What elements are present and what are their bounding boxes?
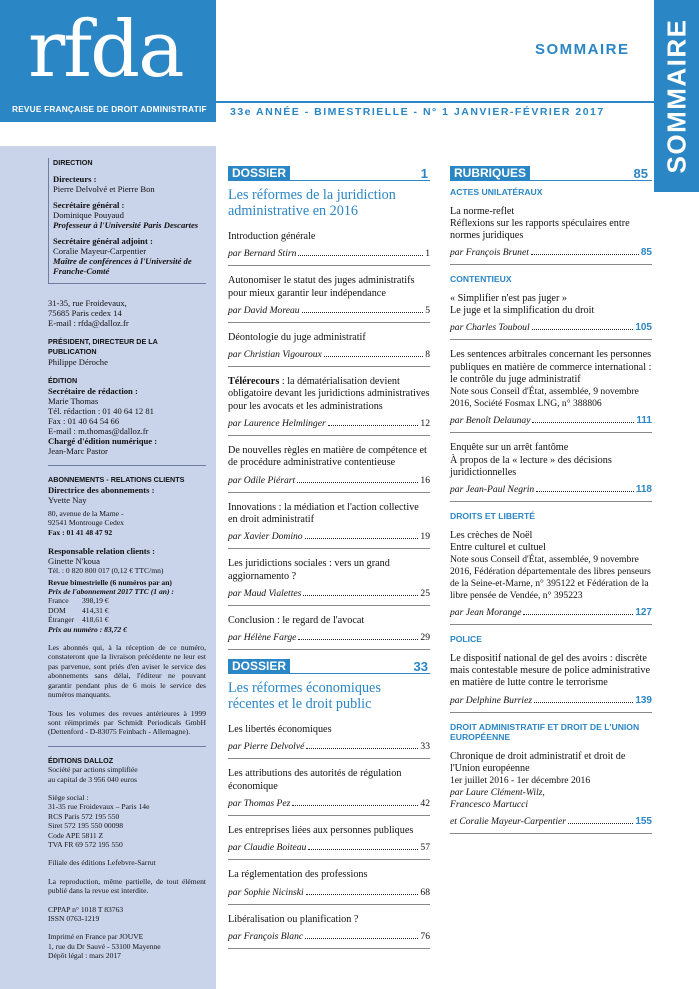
divider — [48, 746, 206, 747]
relation-block — [48, 546, 206, 634]
toc-entry-title: Les sentences arbitrales concernant les personnes publiques en matière de commerce international : le contrôle du juge administratif — [450, 349, 652, 386]
rubriques-label: RUBRIQUES — [450, 166, 530, 181]
toc-page-number[interactable]: 57 — [420, 842, 430, 854]
toc-author-line[interactable] — [450, 414, 652, 427]
logo-block — [0, 0, 216, 122]
editions-block — [48, 756, 206, 784]
toc-author: par Charles Touboul — [450, 322, 530, 334]
siege-line: TVA FR 69 572 195 550 — [48, 839, 123, 849]
column-dossiers — [228, 166, 430, 958]
toc-page-number[interactable]: 12 — [420, 418, 430, 430]
logo: rfda — [28, 5, 183, 95]
toc-entry-title-text: Innovations : la médiation et l'action collective en droit administratif — [228, 501, 419, 525]
dossier2-entries — [228, 724, 430, 949]
toc-entry-note: 1er juillet 2016 - 1er décembre 2016 — [450, 775, 591, 787]
toc-entry[interactable] — [228, 724, 430, 759]
price-value: 414,31 € — [82, 605, 109, 615]
rubriques-entries — [450, 187, 652, 834]
editions-line: au capital de 3 956 040 euros — [48, 774, 137, 784]
toc-entry-subtitle: Entre culturel et cultuel — [450, 542, 546, 554]
header-sommaire: SOMMAIRE — [535, 41, 630, 58]
toc-author-line[interactable] — [228, 530, 430, 543]
secgen-name: Dominique Pouyaud — [53, 210, 124, 220]
toc-entry-title: Chronique de droit administratif et droit de l'Union européenne — [450, 750, 626, 775]
toc-entry[interactable] — [450, 653, 652, 713]
toc-author: par Xavier Domino — [228, 531, 303, 543]
toc-author-line[interactable] — [228, 474, 430, 487]
president-heading: PRÉSIDENT, DIRECTEUR DE LA PUBLICATION — [48, 337, 158, 356]
leader-dots — [297, 482, 418, 483]
toc-author-line[interactable] — [228, 886, 430, 899]
dossier2-title: Les réformes économiques récentes et le droit public — [228, 680, 381, 713]
toc-page-number[interactable]: 139 — [635, 694, 652, 706]
resp-phone: Tél. : 0 820 800 017 (0,12 € TTC/mn) — [48, 566, 164, 576]
imprime-line: Imprimé en France par JOUVE — [48, 932, 144, 942]
toc-author-line[interactable] — [228, 740, 430, 753]
toc-entry-subtitle: À propos de la « lecture » des décisions juridictionnelles — [450, 454, 612, 478]
toc-author: par Bernard Stirn — [228, 248, 297, 260]
abo-address-line: 92541 Montrouge Cedex — [48, 518, 124, 528]
price-zone: DOM — [48, 605, 66, 615]
toc-author-line[interactable] — [450, 815, 652, 828]
toc-author: par Odile Piérart — [228, 474, 296, 486]
cppap: CPPAP n° 1018 T 83763 — [48, 904, 124, 914]
secgen-label: Secrétaire général : — [53, 200, 125, 210]
charge: Jean-Marc Pastor — [48, 446, 108, 456]
secadj-title: Maître de conférences à l'Université de Franche-Comté — [53, 256, 192, 276]
toc-entry-title — [228, 445, 430, 470]
toc-entry[interactable] — [228, 615, 430, 650]
directeurs-label: Directeurs : — [53, 174, 97, 184]
siege-line: Siège social : — [48, 792, 89, 802]
leader-dots — [328, 425, 419, 426]
price-row — [48, 606, 206, 615]
leader-dots — [534, 702, 633, 703]
toc-entry-title-text: Introduction générale — [228, 231, 316, 242]
resp-name: Ginette N'koua — [48, 556, 100, 567]
leader-dots — [531, 254, 639, 255]
toc-entry[interactable] — [450, 442, 652, 502]
toc-entry-title-text: De nouvelles règles en matière de compétence et de procédure administrative contentieuse — [228, 445, 427, 469]
price-value: 398,19 € — [82, 596, 109, 606]
toc-page-number[interactable]: 1 — [425, 248, 430, 260]
leader-dots — [568, 823, 633, 824]
abonnes-notice: Les abonnés qui, à la réception de ce numéro, constateront que la livraison précédente ne leur est pas parvenue, sont priés d'en aviser le service des abonnements sans délai, l'éditeur ne pouvant garantir pendant plus de 6 mois le service des numéros manquants. — [48, 643, 206, 700]
imprime-line: Dépôt légal : mars 2017 — [48, 951, 121, 961]
dir-abo-label: Directrice des abonnements : — [48, 485, 155, 495]
toc-entry[interactable] — [228, 275, 430, 323]
toc-author-line[interactable] — [228, 417, 430, 430]
leader-dots — [292, 805, 418, 806]
toc-entry[interactable] — [450, 349, 652, 433]
toc-entry-title-text: Les entreprises liées aux personnes publiques — [228, 825, 414, 837]
toc-author-line[interactable] — [450, 483, 652, 496]
toc-entry-title-text: Libéralisation ou planification ? — [228, 913, 359, 925]
toc-author: par Christian Vigouroux — [228, 349, 322, 361]
leader-dots — [306, 748, 418, 749]
redaction-line: Tél. rédaction : 01 40 64 12 81 — [48, 406, 154, 416]
dossier1-page[interactable]: 1 — [420, 166, 428, 181]
redaction-line: Fax : 01 40 64 54 66 — [48, 416, 120, 426]
toc-entry[interactable] — [450, 293, 652, 341]
dossier1-entries — [228, 231, 430, 650]
column-rubriques — [450, 166, 652, 843]
toc-author: par Jean-Paul Negrin — [450, 484, 535, 496]
redaction-line: Marie Thomas — [48, 396, 99, 406]
secadj-label: Secrétaire général adjoint : — [53, 236, 153, 246]
toc-entry-title-text: Les juridictions sociales : vers un grand aggiornamento ? — [228, 558, 390, 582]
leader-dots — [532, 422, 634, 423]
toc-page-number[interactable]: 42 — [420, 798, 430, 810]
toc-author-line[interactable] — [450, 694, 652, 707]
issue-line: 33e ANNÉE - BIMESTRIELLE - N° 1 JANVIER-FÉVRIER 2017 — [230, 106, 605, 118]
abonnements-block — [48, 475, 206, 537]
dir-abo: Yvette Nay — [48, 495, 87, 505]
leader-dots — [298, 639, 418, 640]
toc-author: par Benoît Delaunay — [450, 415, 531, 427]
toc-author-line[interactable] — [228, 348, 430, 361]
toc-entry[interactable] — [450, 206, 652, 266]
toc-entry-title — [228, 615, 430, 627]
toc-entry-title — [228, 724, 430, 736]
toc-author: par Claudie Boiteau — [228, 842, 307, 854]
siege-line: RCS Paris 572 195 550 — [48, 811, 120, 821]
toc-page-number[interactable]: 155 — [635, 816, 652, 828]
toc-entry-title-text: Les attributions des autorités de régulation économique — [228, 768, 402, 792]
siege-block — [48, 793, 206, 849]
logo-subtitle: REVUE FRANÇAISE DE DROIT ADMINISTRATIF — [12, 104, 207, 114]
address-line: 75685 Paris cedex 14 — [48, 308, 122, 318]
toc-author-line[interactable] — [228, 587, 430, 600]
side-label: SOMMAIRE — [661, 18, 691, 174]
toc-entry-title-text: Autonomiser le statut des juges administratifs pour mieux garantir leur indépendance — [228, 275, 415, 299]
toc-page-number[interactable]: 118 — [635, 484, 652, 496]
address — [48, 298, 206, 328]
price-zone: Étranger — [48, 615, 75, 625]
toc-author-line[interactable] — [228, 930, 430, 943]
prix-label: Prix de l'abonnement 2017 TTC (1 an) : — [48, 587, 174, 597]
dossier2-page[interactable]: 33 — [413, 659, 428, 675]
header-rule — [216, 101, 699, 103]
toc-author: par Hélène Farge — [228, 632, 297, 644]
toc-author: par Sophie Nicinski — [228, 886, 304, 898]
toc-page-number[interactable]: 111 — [636, 415, 652, 427]
rubrique-category: DROITS ET LIBERTÉ — [450, 511, 535, 522]
president-block — [48, 337, 206, 367]
toc-page-number[interactable]: 105 — [635, 322, 652, 334]
toc-entry[interactable] — [228, 558, 430, 606]
rubriques-header — [450, 166, 652, 181]
toc-entry-title — [228, 558, 430, 583]
toc-page-number[interactable]: 16 — [420, 474, 430, 486]
toc-entry-title-text: Conclusion : le regard de l'avocat — [228, 614, 365, 626]
toc-entry-title — [228, 914, 430, 926]
leader-dots — [536, 491, 634, 492]
email: E-mail : rfda@dalloz.fr — [48, 318, 129, 328]
toc-entry-title — [228, 869, 430, 881]
directeurs: Pierre Delvolvé et Pierre Bon — [53, 184, 155, 194]
toc-page-number[interactable]: 5 — [425, 304, 430, 316]
direction-heading: DIRECTION — [53, 158, 93, 167]
abo-fax: Fax : 01 41 48 47 92 — [48, 527, 113, 537]
price-row — [48, 596, 206, 605]
toc-author: par David Moreau — [228, 304, 300, 316]
leader-dots — [324, 356, 423, 357]
leader-dots — [523, 614, 633, 615]
price-row — [48, 615, 206, 624]
siege-line: Code APE 5811 Z — [48, 830, 104, 840]
secadj-name: Coralie Mayeur-Carpentier — [53, 246, 147, 256]
price-zone: France — [48, 596, 69, 606]
edition-heading: ÉDITION — [48, 376, 78, 385]
dossier1-label: DOSSIER — [228, 166, 290, 181]
toc-entry-title: Le dispositif national de gel des avoirs : discrète mais contestable mesure de police administrative en matière de lutte contre le terrorisme — [450, 652, 651, 689]
toc-entry[interactable] — [228, 376, 430, 436]
rubrique-category: DROIT ADMINISTRATIF ET DROIT DE L'UNION EUROPÉENNE — [450, 721, 640, 743]
issn: ISSN 0763-1219 — [48, 914, 100, 923]
toc-entry[interactable] — [450, 530, 652, 626]
toc-entry-title — [228, 231, 430, 243]
toc-page-number[interactable]: 127 — [635, 607, 652, 619]
leader-dots — [302, 312, 424, 313]
siege-line: Siret 572 195 550 00098 — [48, 821, 124, 831]
toc-entry-title — [228, 825, 430, 837]
toc-entry[interactable] — [228, 914, 430, 949]
toc-author-line[interactable] — [228, 631, 430, 644]
redaction-label: Secrétaire de rédaction : — [48, 386, 138, 396]
side-band — [654, 0, 699, 192]
toc-author-line[interactable] — [450, 321, 652, 334]
toc-entry-subtitle: Réflexions sur les rapports spéculaires entre normes juridiques — [450, 217, 630, 242]
abo-address-line: 80, avenue de la Marne - — [48, 509, 124, 518]
leader-dots — [306, 894, 419, 895]
divider — [48, 465, 206, 466]
siege-line: 31-35 rue Froidevaux – Paris 14e — [48, 802, 150, 812]
toc-entry-title: « Simplifier n'est pas juger » — [450, 292, 567, 304]
toc-entry[interactable] — [228, 825, 430, 860]
rubriques-page[interactable]: 85 — [633, 166, 648, 181]
rubrique-category: ACTES UNILATÉRAUX — [450, 187, 543, 197]
dossier2-header — [228, 659, 430, 674]
toc-author: par François Blanc — [228, 930, 304, 942]
price-value: 418,61 € — [82, 615, 109, 625]
toc-entry-title — [228, 332, 430, 344]
leader-dots — [308, 849, 418, 850]
toc-page-number[interactable]: 8 — [425, 349, 430, 361]
dossier1-title: Les réformes de la juridiction administrative en 2016 — [228, 187, 396, 219]
address-line: 31-35, rue Froidevaux, — [48, 298, 127, 308]
toc-page-number[interactable]: 19 — [420, 531, 430, 543]
toc-entry-note: Note sous Conseil d'État, assemblée, 9 novembre 2016, Fédération départementale des libres penseurs de la Seine-et-Marne, n° 395122 et Fédération de la libre pensée de Vendée, n° 395223 — [450, 554, 651, 602]
leader-dots — [303, 595, 418, 596]
toc-author-line[interactable] — [228, 247, 430, 260]
toc-entry-title — [228, 376, 430, 413]
toc-author: par Maud Vialettes — [228, 587, 302, 599]
toc-entry-title-text: La réglementation des professions — [228, 869, 368, 881]
cppap-block — [48, 905, 206, 924]
leader-dots — [305, 938, 418, 939]
direction-box — [48, 158, 206, 284]
rubrique-category: CONTENTIEUX — [450, 274, 512, 285]
toc-author: par Jean Morange — [450, 607, 522, 619]
toc-entry-subtitle: Le juge et la simplification du droit — [450, 305, 595, 317]
toc-page-number[interactable]: 85 — [640, 247, 652, 259]
dossier2-label: DOSSIER — [228, 659, 290, 674]
toc-author: par Thomas Pez — [228, 798, 291, 810]
leader-dots — [305, 538, 419, 539]
toc-entry[interactable] — [228, 445, 430, 493]
toc-page-number[interactable]: 68 — [420, 886, 430, 898]
edition-block — [48, 376, 206, 456]
toc-entry-title — [228, 502, 430, 527]
dossier1-header — [228, 166, 430, 181]
toc-author-line[interactable] — [450, 246, 652, 259]
abonnements-heading: ABONNEMENTS - RELATIONS CLIENTS — [48, 475, 185, 484]
revue-bimestrielle: Revue bimestrielle (6 numéros par an) — [48, 577, 172, 587]
toc-entry-title-text: Déontologie du juge administratif — [228, 331, 366, 343]
president: Philippe Déroche — [48, 357, 108, 367]
toc-coauthor: par Laure Clément-Wilz, — [450, 787, 545, 799]
toc-entry-title-text: Les libertés économiques — [228, 724, 332, 736]
toc-page-number[interactable]: 25 — [420, 587, 430, 599]
resp-label: Responsable relation clients : — [48, 546, 156, 557]
toc-page-number[interactable]: 33 — [420, 741, 430, 753]
toc-entry-title-bold: Télérecours — [228, 376, 280, 388]
toc-entry-note: Note sous Conseil d'État, assemblée, 9 novembre 2016, Société Fosmax LNG, n° 388806 — [450, 386, 639, 410]
toc-entry[interactable] — [228, 869, 430, 904]
toc-entry-title-text: : la dématérialisation devient obligatoire devant les juridictions administratives pour les avocats et les administrations — [228, 376, 430, 412]
filiale: Filiale des éditions Lefebvre-Sarrut — [48, 858, 156, 868]
toc-coauthor: Francesco Martucci — [450, 799, 529, 811]
prix-numero: Prix au numéro : 83,72 € — [48, 624, 127, 634]
leader-dots — [298, 255, 423, 256]
secgen-title: Professeur à l'Université Paris Descartes — [53, 220, 199, 230]
toc-entry-title — [228, 768, 430, 793]
charge-label: Chargé d'édition numérique : — [48, 436, 158, 446]
toc-entry[interactable] — [228, 231, 430, 266]
toc-entry-title: Les crèches de Noël — [450, 529, 533, 541]
toc-entry-title: Enquête sur un arrêt fantôme — [450, 442, 569, 454]
toc-entry-title: La norme-reflet — [450, 205, 515, 217]
editions-line: Société par actions simplifiée — [48, 765, 138, 775]
toc-author: par François Brunet — [450, 247, 529, 259]
toc-author: et Coralie Mayeur-Carpentier — [450, 816, 566, 828]
toc-author: par Laurence Helmlinger — [228, 418, 326, 430]
imprime-block — [48, 932, 206, 960]
reproduction-notice: La reproduction, même partielle, de tout élément publié dans la revue est interdite. — [48, 876, 206, 896]
toc-entry[interactable] — [228, 332, 430, 367]
rubrique-category: POLICE — [450, 634, 482, 645]
editions-heading: ÉDITIONS DALLOZ — [48, 755, 114, 765]
toc-author-line[interactable] — [228, 797, 430, 810]
imprime-line: 1, rue du Dr Sauvé - 53100 Mayenne — [48, 941, 161, 951]
toc-entry[interactable] — [228, 502, 430, 550]
toc-page-number[interactable]: 76 — [420, 930, 430, 942]
toc-entry-title — [228, 275, 430, 300]
toc-page-number[interactable]: 29 — [420, 632, 430, 644]
toc-entry[interactable] — [228, 768, 430, 816]
volumes-notice: Tous les volumes des revues antérieures à 1999 sont réimprimés par Schmidt Periodicals GmbH (Dettenford - D-83075 Feinbach - Allemagne). — [48, 708, 206, 737]
toc-entry[interactable] — [450, 751, 652, 835]
redaction-line: E-mail : m.thomas@dalloz.fr — [48, 426, 149, 436]
sidebar-masthead — [0, 146, 216, 989]
toc-author: par Pierre Delvolvé — [228, 741, 305, 753]
leader-dots — [532, 329, 634, 330]
toc-author: par Delphine Burriez — [450, 694, 533, 706]
toc-author-line[interactable] — [228, 841, 430, 854]
toc-author-line[interactable] — [450, 606, 652, 619]
toc-author-line[interactable] — [228, 304, 430, 317]
